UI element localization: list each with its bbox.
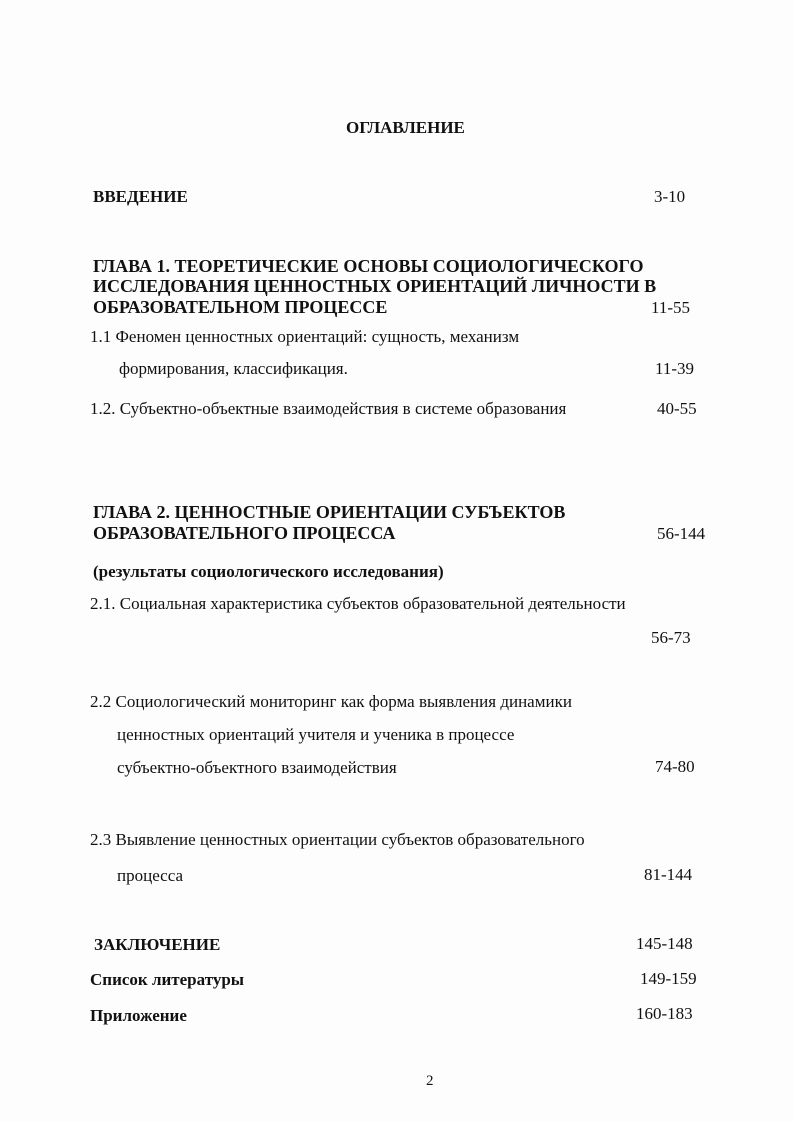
section-2-2-line3: субъектно-объектного взаимодействия [117, 758, 397, 777]
toc-intro-pages: 3-10 [654, 187, 686, 206]
chapter1-pages: 11-55 [651, 298, 691, 317]
section-2-2-line2: ценностных ориентаций учителя и ученика в процессе [117, 725, 515, 744]
chapter2-title-line2: ОБРАЗОВАТЕЛЬНОГО ПРОЦЕССА [93, 523, 396, 543]
section-1-1-line2: формирования, классификация. [119, 359, 348, 378]
page-number: 2 [426, 1073, 434, 1089]
section-2-2-pages: 74-80 [655, 757, 695, 776]
toc-references-label: Список литературы [90, 970, 245, 989]
chapter2-subtitle: (результаты социологического исследования) [93, 562, 444, 581]
section-2-2-line1: 2.2 Социологический мониторинг как форма выявления динамики [90, 692, 572, 711]
page-title: ОГЛАВЛЕНИЕ [346, 118, 465, 137]
toc-intro-label: ВВЕДЕНИЕ [93, 187, 188, 206]
toc-appendix-pages: 160-183 [636, 1004, 693, 1023]
chapter1-title-line1: ГЛАВА 1. ТЕОРЕТИЧЕСКИЕ ОСНОВЫ СОЦИОЛОГИЧЕСКОГО [93, 256, 644, 276]
toc-references-pages: 149-159 [640, 969, 697, 988]
section-2-3-pages: 81-144 [644, 865, 693, 884]
section-1-1-line1: 1.1 Феномен ценностных ориентаций: сущность, механизм [90, 327, 520, 346]
chapter1-title-line2: ИССЛЕДОВАНИЯ ЦЕННОСТНЫХ ОРИЕНТАЦИЙ ЛИЧНОСТИ В [93, 276, 657, 296]
toc-appendix-label: Приложение [90, 1006, 187, 1025]
toc-conclusion-pages: 145-148 [636, 934, 693, 953]
section-2-3-line2: процесса [117, 866, 184, 885]
chapter1-title-line3: ОБРАЗОВАТЕЛЬНОМ ПРОЦЕССЕ [93, 297, 388, 317]
chapter2-title-line1: ГЛАВА 2. ЦЕННОСТНЫЕ ОРИЕНТАЦИИ СУБЪЕКТОВ [93, 502, 566, 522]
section-1-2-pages: 40-55 [657, 399, 697, 418]
section-2-1-line1: 2.1. Социальная характеристика субъектов образовательной деятельности [90, 594, 626, 613]
section-1-1-pages: 11-39 [655, 359, 695, 378]
section-1-2-line1: 1.2. Субъектно-объектные взаимодействия в системе образования [90, 399, 567, 418]
chapter2-pages: 56-144 [657, 524, 706, 543]
section-2-3-line1: 2.3 Выявление ценностных ориентации субъектов образовательного [90, 830, 585, 849]
section-2-1-pages: 56-73 [651, 628, 691, 647]
toc-conclusion-label: ЗАКЛЮЧЕНИЕ [94, 935, 221, 954]
